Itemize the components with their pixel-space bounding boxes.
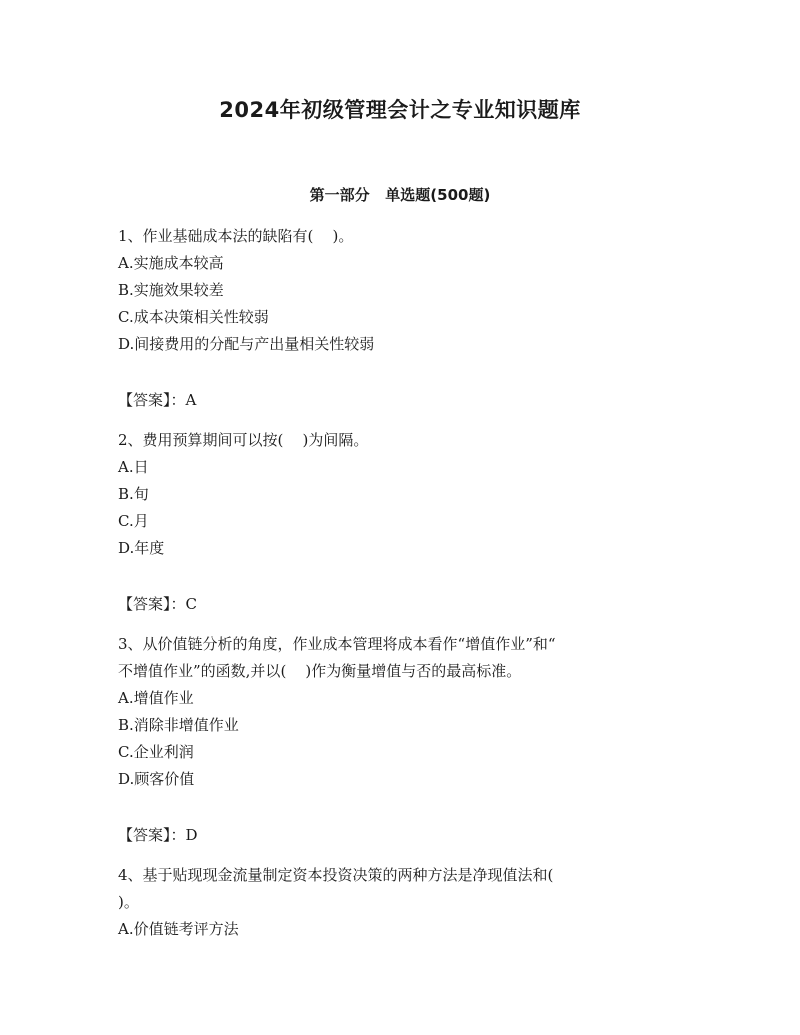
question-stem: 1、作业基础成本法的缺陷有( )。 [118,227,354,245]
section-heading: 第一部分 单选题(500题) [309,186,491,204]
option-b: B.实施效果较差 [118,281,224,299]
option-a: A.实施成本较高 [118,254,224,272]
option-a: A.日 [118,458,149,476]
option-d: D.年度 [118,539,165,557]
option-b: B.消除非增值作业 [118,716,239,734]
option-a: A.价值链考评方法 [118,920,239,938]
question-stem-continued: 不增值作业”的函数,并以( )作为衡量增值与否的最高标准。 [118,662,522,680]
question-stem-continued: )。 [118,893,139,911]
option-d: D.间接费用的分配与产出量相关性较弱 [118,335,375,353]
option-a: A.增值作业 [118,689,194,707]
option-b: B.旬 [118,485,149,503]
question-stem: 3、从价值链分析的角度，作业成本管理将成本看作“增值作业”和“ [118,635,556,653]
answer-label: 【答案】：A [118,391,197,409]
option-d: D.顾客价值 [118,770,195,788]
option-c: C.月 [118,512,149,530]
option-c: C.企业利润 [118,743,194,761]
question-stem: 2、费用预算期间可以按( )为间隔。 [118,431,369,449]
question-stem: 4、基于贴现现金流量制定资本投资决策的两种方法是净现值法和( [118,866,554,884]
document-title: 2024年初级管理会计之专业知识题库 [219,98,581,122]
answer-label: 【答案】：C [118,595,197,613]
option-c: C.成本决策相关性较弱 [118,308,269,326]
answer-label: 【答案】：D [118,826,198,844]
